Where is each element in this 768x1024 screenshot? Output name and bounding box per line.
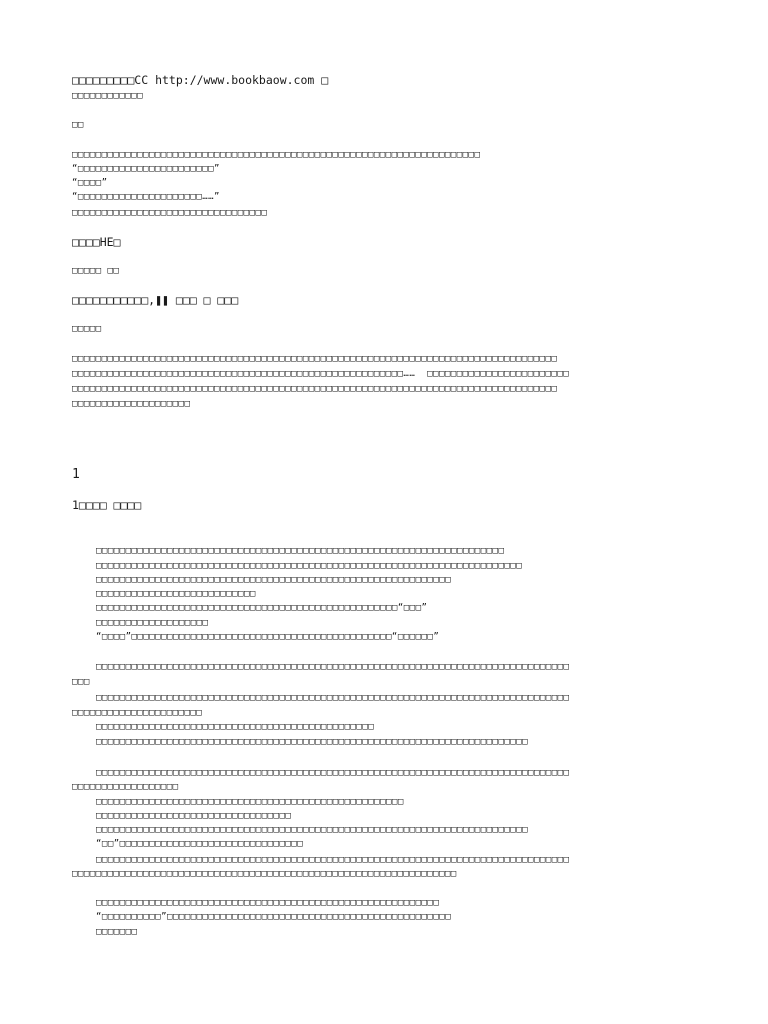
body-line: “□□□□□□□□□□”□□□□□□□□□□□□□□□□□□□□□□□□□□□□□□□□□□□□□□□□□□□□□□□□ — [96, 912, 452, 922]
body-line: □□□□□□□□□□□□□□□□□□□□□□□□□□□□□□□□□□□□□□□□□□□□□□□ — [96, 722, 375, 732]
body-line: □□□□□□□□□□□□□□□□□□□□□□□□□□□□□□□□□□□□□□□□□□□□□□□□□□□□□□□□□□□□□□□□□□□□□□□□□□□□□□□□ — [96, 855, 570, 865]
body-line: □□□□□□□□□□□□□□□□□□□□□□□□□□□□□□□□□□□□□□□□□□□□□□□□□□□□□□□□□□□□□□□□□□□□□□□□□□□□□□□□ — [96, 693, 570, 703]
body-line: □□□ — [72, 677, 90, 687]
body-line: □□□□□□□□□□□□□□□□□□□□□□□□□□□□□□□□□□□□□□□□□□□□□□□□□□□□□□□□□□ — [96, 898, 440, 908]
preface-heading: □□ — [72, 120, 84, 130]
preface-line: □□□□□□□□□□□□□□□□□□□□□□□□□□□□□□□□□□□□□□□□□□□□□□□□□□□□□□□□□□□□□□□□□□□□□ — [72, 150, 481, 160]
body-line: □□□□□□□□□□□□□□□□□□□ — [96, 618, 209, 628]
body-line: □□□□□□□□□□□□□□□□□□□□□□□□□□□□□□□□□□□□□□□□□□□□□□□□□□□□□□□□□□□□□□□□□□□□□ — [96, 546, 505, 556]
summary-line: □□□□□□□□□□□□□□□□□□□□□□□□□□□□□□□□□□□□□□□□□□□□□□□□□□□□□□□□□□□□□□□□□□□□□□□□□□□□□□□□□□ — [72, 384, 558, 394]
source-line: □□□□□□□□□CC http://www.bookbaow.com □ — [72, 73, 329, 87]
body-line: □□□□□□□□□□□□□□□□□□ — [72, 782, 179, 792]
summary-line: □□□□□□□□□□□□□□□□□□□□□□□□□□□□□□□□□□□□□□□□□□□□□□□□□□□□□□□□□□□□□□□□□□□□□□□□□□□□□□□□□□ — [72, 354, 558, 364]
body-line: □□□□□□□ — [96, 927, 138, 937]
chapter-title: 1□□□□ □□□□ — [72, 498, 142, 512]
body-line: □□□□□□□□□□□□□□□□□□□□□□□□□□□□□□□□□□□□□□□□□□□□□□□□□□□“□□□” — [96, 603, 428, 613]
preface-quote: “□□□□” — [72, 178, 108, 188]
summary-line: □□□□□□□□□□□□□□□□□□□□ — [72, 399, 191, 409]
body-line: □□□□□□□□□□□□□□□□□□□□□□□□□□□□□□□□□□□□□□□□□□□□□□□□□□□□□□□□□□□□□□□□□□□□□□□□ — [96, 561, 523, 571]
chapter-number: 1 — [72, 467, 80, 482]
source-subline: □□□□□□□□□□□□ — [72, 91, 144, 101]
summary-line: □□□□□□□□□□□□□□□□□□□□□□□□□□□□□□□□□□□□□□□□□□□□□□□□□□□□□□□□…… □□□□□□□□□□□□□□□□□□□□□□□□ — [72, 369, 570, 379]
preface-line: □□□□□□□□□□□,❚❚ □□□ □ □□□ — [72, 293, 239, 307]
body-line: □□□□□□□□□□□□□□□□□□□□□□□□□□□□□□□□□□□□□□□□□□□□□□□□□□□□□□□□□□□□□□□□□□□□□□□□□ — [96, 825, 529, 835]
body-line: “□□□□”□□□□□□□□□□□□□□□□□□□□□□□□□□□□□□□□□□□□□□□□□□□□“□□□□□□” — [96, 632, 440, 642]
body-line: □□□□□□□□□□□□□□□□□□□□□□□□□□□□□□□□□□□□□□□□□□□□□□□□□□□□□□□□□□□□□□□□□□□□□□□□□□□□□□□□ — [96, 662, 570, 672]
preface-quote: “□□□□□□□□□□□□□□□□□□□□□……” — [72, 192, 220, 202]
body-line: □□□□□□□□□□□□□□□□□□□□□□□□□□□ — [96, 589, 256, 599]
preface-line: □□□□□ □□ — [72, 266, 120, 276]
body-line: □□□□□□□□□□□□□□□□□□□□□□□□□□□□□□□□□□□□□□□□□□□□□□□□□□□□□□□□□□□□ — [96, 575, 452, 585]
body-line: □□□□□□□□□□□□□□□□□□□□□□ — [72, 708, 203, 718]
preface-line: □□□□□□□□□□□□□□□□□□□□□□□□□□□□□□□□□ — [72, 208, 268, 218]
preface-quote: “□□□□□□□□□□□□□□□□□□□□□□□” — [72, 164, 220, 174]
body-line: □□□□□□□□□□□□□□□□□□□□□□□□□□□□□□□□□□□□□□□□□□□□□□□□□□□□ — [96, 797, 404, 807]
preface-line: □□□□□ — [72, 324, 102, 334]
body-line: “□□”□□□□□□□□□□□□□□□□□□□□□□□□□□□□□□□ — [96, 839, 304, 849]
preface-line: □□□□HE□ — [72, 235, 121, 249]
body-line: □□□□□□□□□□□□□□□□□□□□□□□□□□□□□□□□□□□□□□□□□□□□□□□□□□□□□□□□□□□□□□□□□□□□□□□□□□□□□□□□ — [96, 768, 570, 778]
body-line: □□□□□□□□□□□□□□□□□□□□□□□□□□□□□□□□□□□□□□□□□□□□□□□□□□□□□□□□□□□□□□□□□ — [72, 869, 457, 879]
body-line: □□□□□□□□□□□□□□□□□□□□□□□□□□□□□□□□□ — [96, 811, 292, 821]
body-line: □□□□□□□□□□□□□□□□□□□□□□□□□□□□□□□□□□□□□□□□□□□□□□□□□□□□□□□□□□□□□□□□□□□□□□□□□ — [96, 737, 529, 747]
